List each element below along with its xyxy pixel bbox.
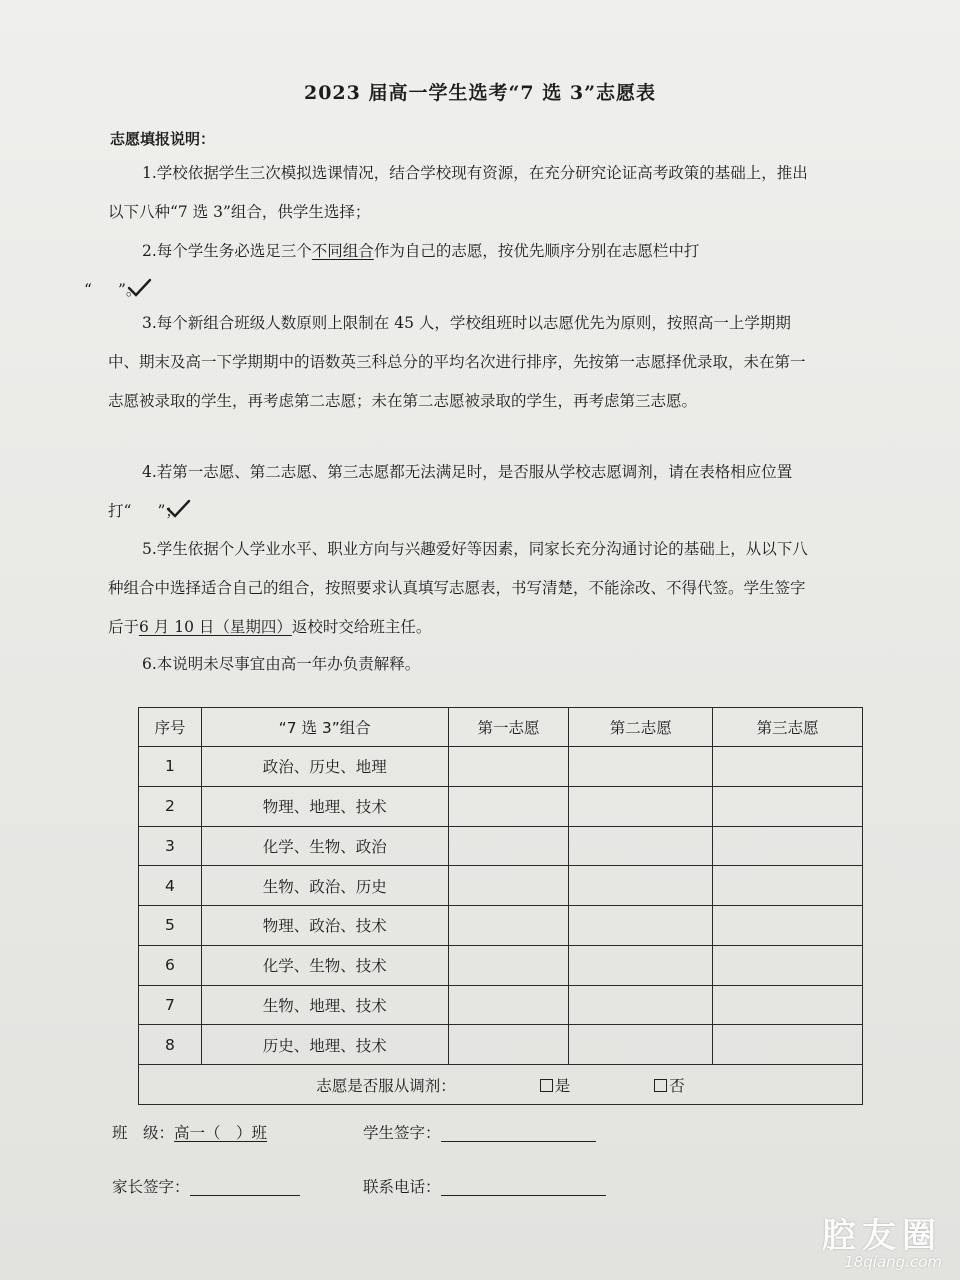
quote-close: ”。 [117,281,142,299]
adjustment-label: 志愿是否服从调剂： [316,1076,456,1095]
checkbox-icon[interactable] [654,1079,667,1092]
adjust-no-label: 否 [669,1076,685,1095]
second-choice-cell[interactable] [569,747,713,787]
header-number: 序号 [139,708,202,747]
first-choice-cell[interactable] [448,866,569,906]
choice-table [138,707,863,1105]
row-combination: 生物、地理、技术 [201,985,448,1025]
second-choice-cell[interactable] [569,985,713,1025]
class-label: 班 级： [112,1124,175,1142]
row-number: 4 [139,866,202,906]
second-choice-cell[interactable] [569,786,713,826]
first-choice-cell[interactable] [448,985,569,1025]
row-number: 8 [139,1025,202,1065]
class-value[interactable]: 高一（ ）班 [174,1124,268,1142]
third-choice-cell[interactable] [713,747,863,787]
parent-sign-label: 家长签字： [112,1178,190,1196]
instruction-5-end: 返校时交给班主任。 [291,618,432,636]
parent-sign-field [112,1175,300,1197]
adjust-yes-label: 是 [554,1076,571,1095]
row-combination: 历史、地理、技术 [201,1025,448,1065]
second-choice-cell[interactable] [569,826,713,866]
third-choice-cell[interactable] [713,1025,863,1065]
adjustment-row [139,1065,863,1105]
row-combination: 生物、政治、历史 [201,866,448,906]
table-row [139,1025,863,1065]
watermark [822,1208,942,1271]
form-title: 2023 届高一学生选考“7 选 3”志愿表 [303,82,657,104]
phone-field [363,1175,606,1197]
adjust-no-option[interactable] [654,1077,685,1095]
header-third-choice: 第三志愿 [713,708,863,747]
instruction-1: 1.学校依据学生三次模拟选课情况，结合学校现有资源，在充分研究论证高考政策的基础上，推出以下八种“7 选 3”组合，供学生选择； [108,164,808,221]
phone-line[interactable] [441,1177,606,1196]
row-number: 7 [139,985,202,1025]
student-sign-line[interactable] [441,1123,596,1142]
table-row [139,906,863,946]
class-field [112,1121,267,1143]
instructions-heading: 志愿填报说明： [110,130,216,148]
first-choice-cell[interactable] [448,945,569,985]
table-header-row [139,708,863,747]
adjust-yes-option[interactable] [540,1077,571,1095]
instruction-5-text: 5.学生依据个人学业水平、职业方向与兴趣爱好等因素，同家长充分沟通讨论的基础上，从以下八种组合中选择适合自己的组合，按照要求认真填写志愿表，书写清楚，不能涂改、不得代签。学生签字后于 [108,540,808,636]
instruction-2-text: 2.每个学生务必选足三个 [142,242,312,260]
row-combination: 政治、历史、地理 [201,747,448,787]
adjustment-cell [139,1065,863,1105]
quote-open: “ [84,281,92,299]
row-number: 6 [139,945,202,985]
instruction-5 [108,530,808,647]
row-combination: 物理、政治、技术 [201,906,448,946]
table-row [139,945,863,985]
table-row [139,826,863,866]
checkmark-icon [131,495,157,513]
instruction-6: 6.本说明未尽事宜由高一年办负责解释。 [142,655,421,673]
table-row [139,747,863,787]
second-choice-cell[interactable] [569,866,713,906]
checkmark-icon [92,274,118,292]
first-choice-cell[interactable] [448,826,569,866]
third-choice-cell[interactable] [713,786,863,826]
third-choice-cell[interactable] [713,906,863,946]
second-choice-cell[interactable] [569,945,713,985]
row-number: 3 [139,826,202,866]
instruction-2 [84,232,808,310]
instruction-4 [108,453,808,531]
instruction-2-text-cont: 作为自己的志愿，按优先顺序分别在志愿栏中打 [373,242,700,260]
instruction-3: 3.每个新组合班级人数原则上限制在 45 人，学校组班时以志愿优先为原则，按照高一上学期期中、期末及高一下学期期中的语数英三科总分的平均名次进行排序，先按第一志愿择优录取，未在第一志愿被录取的学生，再考虑第二志愿；未在第二志愿被录取的学生，再考虑第三志愿。 [108,314,806,410]
header-combination: “7 选 3”组合 [201,708,448,747]
student-sign-field [363,1121,596,1143]
header-second-choice: 第二志愿 [569,708,713,747]
phone-label: 联系电话： [363,1178,441,1196]
row-number: 1 [139,747,202,787]
first-choice-cell[interactable] [448,906,569,946]
third-choice-cell[interactable] [713,945,863,985]
row-combination: 化学、生物、技术 [201,945,448,985]
row-combination: 化学、生物、政治 [201,826,448,866]
table-row [139,866,863,906]
first-choice-cell[interactable] [448,747,569,787]
row-combination: 物理、地理、技术 [201,786,448,826]
header-first-choice: 第一志愿 [448,708,569,747]
table-row [139,985,863,1025]
row-number: 2 [139,786,202,826]
third-choice-cell[interactable] [713,866,863,906]
instruction-4-text: 4.若第一志愿、第二志愿、第三志愿都无法满足时，是否服从学校志愿调剂，请在表格相应位置打“ [108,463,793,520]
deadline-date: 6 月 10 日（星期四） [139,618,292,636]
third-choice-cell[interactable] [713,985,863,1025]
checkbox-icon[interactable] [540,1079,553,1092]
student-sign-label: 学生签字： [363,1124,441,1142]
second-choice-cell[interactable] [569,1025,713,1065]
second-choice-cell[interactable] [569,906,713,946]
row-number: 5 [139,906,202,946]
first-choice-cell[interactable] [448,1025,569,1065]
watermark-url: 18qiang.com [844,1253,942,1271]
table-row [139,786,863,826]
instruction-4-end: ”； [157,502,181,520]
instruction-2-underlined: 不同组合 [311,242,374,260]
watermark-name: 腔友圈 [822,1216,942,1256]
first-choice-cell[interactable] [448,786,569,826]
parent-sign-line[interactable] [190,1177,300,1196]
third-choice-cell[interactable] [713,826,863,866]
